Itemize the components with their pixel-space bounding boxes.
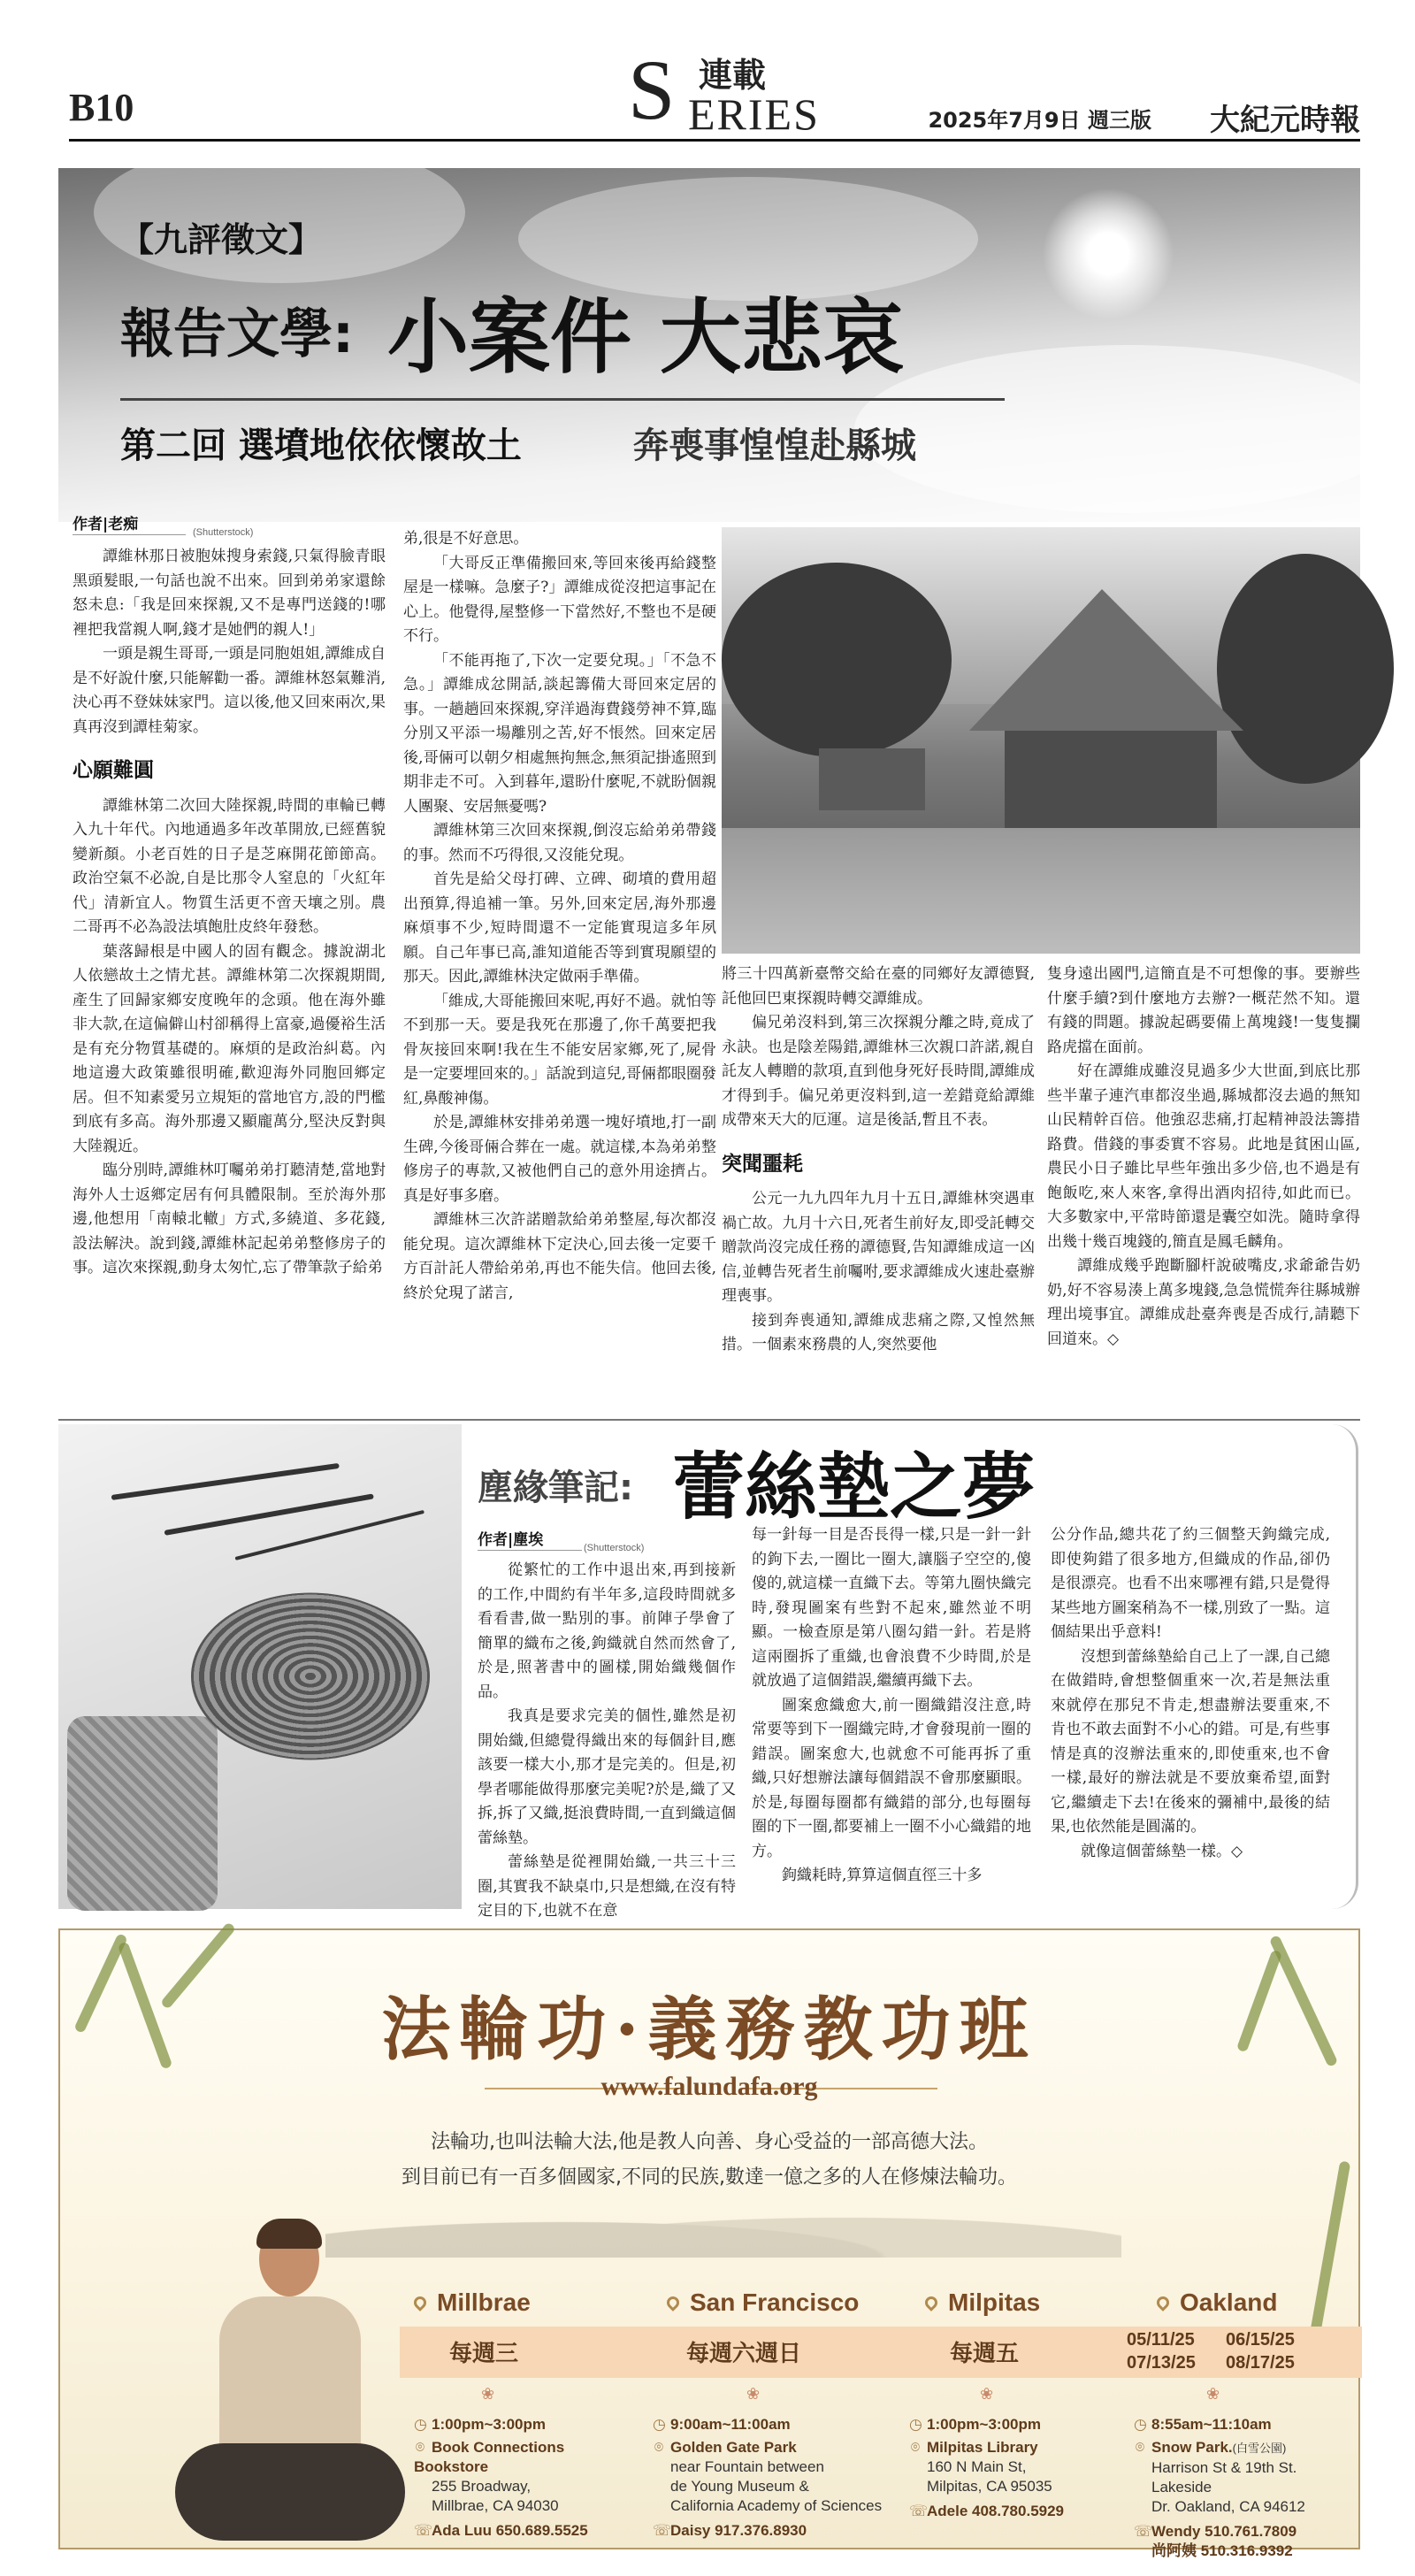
paragraph: 好在譚維成雖沒見過多少大世面,到底比那些半輩子連汽車都沒坐過,縣城都沒去過的無知山民精幹百倍。他強忍悲痛,打起精神設法籌措路費。借錢的事委實不容易。此地是貧困山區,農民小日子雖比早些年強出多少倍,也不過是有飽飯吃,來人來客,拿得出酒肉招待,如此而已。大多數家中,平常時節還是囊空如洗。隨時拿得出幾十幾百塊錢的,簡直是鳳毛麟角。 — [1047, 1062, 1360, 1251]
venue-text: Snow Park. — [1151, 2439, 1233, 2456]
article2-byline: 作者|塵埃 — [478, 1531, 544, 1549]
phone-icon: ☏ — [653, 2522, 672, 2540]
class-day: 每週六週日 — [686, 2341, 802, 2367]
venue-text: Book Connections Bookstore — [414, 2439, 565, 2475]
person-legs — [175, 2443, 405, 2541]
barn-photo — [722, 527, 1360, 954]
pin-icon: ⌾ — [654, 2439, 664, 2457]
section-heading: 突聞噩耗 — [722, 1152, 803, 1176]
section-heading: 心願難圓 — [73, 759, 154, 782]
article1-column-4 — [1047, 962, 1360, 1414]
time-text: 8:55am~11:10am — [1151, 2416, 1272, 2433]
location-millbrae — [414, 2288, 531, 2317]
time-text: 9:00am~11:00am — [670, 2416, 791, 2433]
location-pin-icon — [664, 2294, 682, 2312]
address-line: 255 Broadway, — [432, 2478, 532, 2495]
paragraph: 接到奔喪通知,譚維成悲痛之際,又惶然無措。一個素來務農的人,突然要他 — [722, 1311, 1035, 1353]
newspaper-logo: 大紀元時報 — [1210, 103, 1360, 138]
paragraph: 沒想到蕾絲墊給自己上了一課,自己總在做錯時,會想整個重來一次,若是無法重來就停在那兒不肯走,想盡辦法要重來,不肯也不敢去面對不小心的錯。可是,有些事情是真的沒辦法重來的,即使重來,也不會一樣,最好的辦法就是不要放棄希望,面對它,繼續走下去!在後來的彌補中,最後的結果,也依然能是圓滿的。 — [1051, 1647, 1330, 1836]
class-time — [653, 2415, 900, 2434]
contact-text: Wendy 510.761.7809 — [1151, 2523, 1297, 2540]
location-milpitas — [925, 2288, 1040, 2317]
address-line: Millbrae, CA 94030 — [432, 2497, 559, 2514]
paragraph: 首先是給父母打碑、立碑、砌墳的費用超出預算,得追補一筆。另外,回來定居,海外那邊麻煩事不少,短時間還不一定能實現這多年夙願。自己年事已高,誰知道能否等到實現願望的那天。因此,譚維林決定做兩手準備。 — [403, 870, 716, 985]
lace-photo-credit: (Shutterstock) — [584, 1543, 645, 1553]
contact — [909, 2502, 1113, 2521]
paragraph: 「大哥反正準備搬回來,等回來後再給錢整屋是一樣嘛。急麼子?」譚維成從沒把這事記在心上。他覺得,屋整修一下當然好,不整也不是硬不行。 — [403, 554, 716, 645]
class-date: 06/15/25 — [1226, 2330, 1295, 2350]
class-time — [414, 2415, 635, 2434]
paragraph: 「不能再拖了,下次一定要兌現。」「不急不急。」譚維成忿開話,談起籌備大哥回來定居的事。一趟趟回來探親,穿洋過海費錢勞神不算,臨分別又平添一場離別之苦,好不悵然。回來定居後,哥倆可以朝夕相處無拘無念,無須記掛遙照到期非走不可。入到暮年,還盼什麼呢,不就盼個親人團聚、安居無憂嗎? — [403, 651, 716, 816]
article1-byline: 作者|老痴 — [73, 516, 139, 533]
address-line: Dr. Oakland, CA 94612 — [1151, 2498, 1305, 2515]
section-name-en: ERIES — [688, 89, 820, 139]
article1-column-1 — [73, 545, 386, 1412]
page-header — [69, 32, 1360, 138]
paragraph: 弟,很是不好意思。 — [403, 530, 529, 548]
pin-icon: ⌾ — [415, 2439, 425, 2457]
venue-text: Golden Gate Park — [670, 2439, 797, 2456]
lotus-icon: ❀ — [746, 2385, 761, 2404]
article2-title: 蕾絲墊之夢 — [672, 1445, 1036, 1530]
section-initial: S — [628, 42, 676, 137]
article2-column-3 — [1051, 1523, 1330, 1913]
address-line: 160 N Main St, — [927, 2458, 1027, 2475]
paragraph: 圖案愈織愈大,前一圈織錯沒注意,時常要等到下一圈織完時,才會發現前一圈的錯誤。圖案愈大,也就愈不可能再拆了重織,只好想辦法讓每個錯誤不會那麼顯眼。於是,每圈每圈都有織錯的部分,也每圈每圈的下一圈,都要補上一圈不小心織錯的地方。 — [752, 1696, 1031, 1860]
paragraph: 將三十四萬新臺幣交給在臺的同鄉好友譚德賢,託他回巴東探親時轉交譚維成。 — [722, 965, 1035, 1008]
clock-icon: ◷ — [909, 2416, 922, 2434]
class-venue — [1134, 2438, 1355, 2458]
class-date: 08/17/25 — [1226, 2353, 1295, 2373]
location-pin-icon — [411, 2294, 429, 2312]
paragraph: 譚維林那日被胞妹搜身索錢,只氣得臉青眼黑頭髮眼,一句話也說不出來。回到弟弟家還餘怒未息:「我是回來探親,又不是專門送錢的!哪裡把我當親人啊,錢才是她們的親人!」 — [73, 548, 386, 639]
clock-icon: ◷ — [414, 2416, 427, 2434]
doily-shape — [191, 1593, 430, 1760]
article1-tag: 【九評徵文】 — [120, 220, 323, 259]
location-details — [414, 2415, 635, 2541]
location-details — [653, 2415, 900, 2541]
phone-icon: ☏ — [1134, 2523, 1153, 2541]
paragraph: 從繁忙的工作中退出來,再到接新的工作,中間約有半年多,這段時間就多看看書,做一點別的事。前陣子學會了簡單的織布之後,鉤織就自然而然會了,於是,照著書中的圖樣,開始織幾個作品。 — [478, 1561, 736, 1701]
class-time — [909, 2415, 1113, 2434]
article1-column-3 — [722, 962, 1035, 1414]
paragraph: 就像這個蕾絲墊一樣。◇ — [1081, 1842, 1243, 1860]
paragraph: 蕾絲墊是從裡開始織,一共三十三圈,其實我不缺桌巾,只是想織,在沒有特定目的下,也就不在意 — [478, 1853, 736, 1920]
article2-title-prefix: 塵緣筆記: — [478, 1468, 633, 1508]
paragraph: 公元一九九四年九月十五日,譚維林突遇車禍亡故。九月十六日,死者生前好友,即受託轉交贈款尚沒完成任務的譚德賢,告知譚維成這一凶信,並轉告死者生前囑咐,要求譚維成火速赴臺辦理喪事。 — [722, 1190, 1035, 1305]
paragraph: 譚維林第二次回大陸探親,時間的車輪已轉入九十年代。內地通過多年改革開放,已經舊貌變新顏。小老百姓的日子是芝麻開花節節高。政治空氣不必說,自是比那令人窒息的「火紅年代」清新宜人。物質生活更不啻天壤之別。農二哥再不必為設法填飽肚皮終年發愁。 — [73, 796, 386, 936]
lace-doily-photo — [58, 1424, 462, 1909]
tree-shape — [722, 563, 952, 757]
paragraph: 偏兄弟沒料到,第三次探親分離之時,竟成了永訣。也是陰差陽錯,譚維林三次親口許諾,親自託友人轉贈的款項,直到他身死好長時間,譚維成才得到手。偏兄弟更沒料到,這一差錯竟給譚維成帶來天大的厄運。這是後話,暫且不表。 — [722, 1014, 1035, 1129]
article1-title-prefix: 報告文學: — [120, 303, 354, 365]
class-date: 07/13/25 — [1127, 2353, 1196, 2373]
lotus-icon: ❀ — [980, 2385, 994, 2404]
paragraph: 譚維林第三次回來探親,倒沒忘給弟弟帶錢的事。然而不巧得很,又沒能兌現。 — [403, 822, 716, 864]
paragraph: 臨分別時,譚維林叮囑弟弟打聽清楚,當地對海外人士返鄉定居有何具體限制。至於海外那邊,他想用「南轅北轍」方式,多繞道、多花錢,設法解決。說到錢,譚維林記起弟弟整修房子的事。這次來探親,動身太匆忙,忘了帶筆款子給弟 — [73, 1162, 386, 1276]
person-torso — [219, 2296, 361, 2465]
pin-icon: ⌾ — [910, 2439, 921, 2457]
lotus-icon: ❀ — [1206, 2385, 1220, 2404]
page-number: B10 — [69, 86, 134, 129]
address-line: Harrison St & 19th St. Lakeside — [1151, 2459, 1297, 2496]
ad-description-1: 法輪功,也叫法輪大法,他是教人向善、身心受益的一部高德大法。 — [431, 2131, 988, 2153]
article1-banner — [58, 168, 1360, 522]
address-line: Milpitas, CA 95035 — [927, 2478, 1052, 2495]
article1-column-2 — [403, 527, 716, 1412]
article1-subtitle-b: 奔喪事惶惶赴縣城 — [633, 426, 916, 466]
meditating-person-illustration — [175, 2222, 405, 2549]
person-hair — [256, 2219, 322, 2249]
paragraph: 譚維成幾乎跑斷腳杆說破嘴皮,求爺爺告奶奶,好不容易湊上萬多塊錢,急急慌慌奔往縣城辦理出境事宜。譚維成赴臺奔喪是否成行,請聽下回道來。◇ — [1047, 1257, 1360, 1348]
contact-text: Ada Luu 650.689.5525 — [432, 2522, 588, 2539]
location-city: San Francisco — [690, 2288, 860, 2316]
sun-icon — [1042, 188, 1174, 320]
phone-icon: ☏ — [414, 2522, 433, 2540]
article1-title: 小案件 大悲哀 — [387, 290, 905, 385]
contact-text: 尚阿姨 510.316.9392 — [1151, 2542, 1293, 2559]
banner-credit: (Shutterstock) — [193, 527, 254, 538]
issue-date: 2025年7月9日 週三版 — [928, 108, 1151, 133]
paragraph: 每一針每一目是否長得一樣,只是一針一針的鉤下去,一圈比一圈大,讓腦子空空的,傻傻的,就這樣一直織下去。等第九圈快織完時,發現圖案有些對不起來,雖然並不明顯。一檢查原是第八圈勾錯一針。若是將這兩圈拆了重織,也會浪費不少時間,於是就放過了這個錯誤,繼續再織下去。 — [752, 1526, 1031, 1690]
article2-column-1 — [478, 1559, 736, 1920]
shed-wall — [819, 748, 925, 810]
class-venue — [653, 2438, 900, 2457]
location-details — [909, 2415, 1113, 2521]
paragraph: 譚維林三次許諾贈款給弟弟整屋,每次都沒能兌現。這次譚維林下定決心,回去後一定要千方百計託人帶給弟弟,再也不能失信。他回去後,終於兌現了諾言, — [403, 1211, 716, 1302]
article2-column-2 — [752, 1523, 1031, 1913]
ad-title: 法輪功·義務教功班 — [381, 1990, 1037, 2070]
byline-rule — [478, 1550, 582, 1551]
location-san-francisco — [667, 2288, 859, 2317]
contact-text: Adele 408.780.5929 — [927, 2503, 1065, 2519]
class-venue — [414, 2438, 635, 2477]
pin-icon: ⌾ — [1135, 2439, 1145, 2457]
class-day: 每週三 — [449, 2341, 519, 2367]
contact-secondary — [1134, 2542, 1355, 2561]
paragraph: 葉落歸根是中國人的固有觀念。據說湖北人依戀故土之情尤甚。譚維林第二次探親期間,產生了回歸家鄉安度晚年的念頭。他在海外雖非大款,在這偏僻山村卻稱得上富豪,過優裕生活是有充分物質基礎的。麻煩的是政治糾葛。內地這邊大政策雖很明確,歡迎海外同胞回鄉定居。但不知素愛另立規矩的當地官方,設的門檻到底有多高。海外那邊又顯龐萬分,堅決反對與大陸親近。 — [73, 942, 386, 1155]
mountain-scenery — [325, 2196, 1121, 2258]
barn-wall — [1005, 731, 1217, 828]
time-text: 1:00pm~3:00pm — [927, 2416, 1041, 2433]
lotus-icon: ❀ — [481, 2385, 495, 2404]
ad-description-2: 到目前已有一百多個國家,不同的民族,數達一億之多的人在修煉法輪功。 — [402, 2166, 1017, 2189]
class-date: 05/11/25 — [1127, 2330, 1195, 2350]
falun-gong-class-ad — [58, 1928, 1360, 2559]
address-line: de Young Museum & — [670, 2478, 809, 2495]
contact — [414, 2521, 635, 2541]
location-pin-icon — [1154, 2294, 1172, 2312]
crochet-hook-shape — [111, 1463, 340, 1500]
location-city: Milpitas — [948, 2288, 1041, 2316]
contact — [1134, 2522, 1355, 2542]
paragraph: 「維成,大哥能搬回來呢,再好不過。就怕等不到那一天。要是我死在那邊了,你千萬要把我骨灰接回來啊!我在生不能安居家鄉,死了,屍骨是一定要埋回來的。」話說到這兒,哥倆都眼圈發紅,鼻酸神傷。 — [403, 992, 716, 1108]
article1-subtitle-a: 第二回 選墳地依依懷故土 — [120, 426, 522, 466]
paragraph: 鉤織耗時,算算這個直徑三十多 — [782, 1867, 983, 1884]
paragraph: 公分作品,總共花了約三個整天鉤織完成,即使夠錯了很多地方,但織成的作品,卻仍是很漂亮。也看不出來哪裡有錯,只是覺得某些地方圖案稍為不一樣,別致了一點。這個結果出乎意料! — [1051, 1526, 1330, 1641]
schedule-bar — [400, 2327, 1362, 2378]
address-line: near Fountain between — [670, 2458, 824, 2475]
basket-shape — [67, 1716, 218, 1911]
location-pin-icon — [922, 2294, 940, 2312]
contact — [653, 2521, 900, 2541]
byline-rule — [73, 534, 186, 535]
class-venue — [909, 2438, 1113, 2457]
section-name-cn: 連載 — [699, 56, 767, 95]
subtitle-divider — [120, 398, 1005, 401]
location-details — [1134, 2415, 1355, 2561]
venue-cn-text: (白雪公園) — [1232, 2442, 1287, 2455]
decorative-border — [1332, 1424, 1358, 1909]
class-time — [1134, 2415, 1355, 2434]
location-oakland — [1157, 2288, 1277, 2317]
article2-divider — [58, 1419, 1360, 1421]
paragraph: 我真是要求完美的個性,雖然是初開始織,但總覺得織出來的每個針目,應該要一樣大小,那才是完美的。但是,初學者哪能做得那麼完美呢?於是,織了又拆,拆了又織,挺浪費時間,一直到織這個蕾絲墊。 — [478, 1707, 736, 1847]
paragraph: 於是,譚維林安排弟弟選一塊好墳地,打一副生碑,今後哥倆合葬在一處。就這樣,本為弟弟整修房子的專款,又被他們自己的意外用途擠占。真是好事多磨。 — [403, 1114, 716, 1205]
phone-icon: ☏ — [909, 2503, 929, 2520]
clock-icon: ◷ — [1134, 2416, 1147, 2434]
contact-text: Daisy 917.376.8930 — [670, 2522, 807, 2539]
time-text: 1:00pm~3:00pm — [432, 2416, 546, 2433]
cloud-shape — [854, 345, 1403, 513]
paragraph: 一頭是親生哥哥,一頭是同胞姐姐,譚維成自是不好說什麼,只能解勸一番。譚維林怒氣難消,決心再不登妹妹家門。這以後,他又回來兩次,果真再沒到譚桂菊家。 — [73, 645, 386, 736]
tree-shape — [1217, 554, 1394, 784]
class-day: 每週五 — [950, 2341, 1020, 2367]
ad-website: www.falundafa.org — [600, 2072, 818, 2101]
address-line: California Academy of Sciences — [670, 2497, 883, 2514]
clock-icon: ◷ — [653, 2416, 666, 2434]
photo-ground — [722, 828, 1360, 954]
barn-roof — [969, 589, 1243, 731]
paragraph: 隻身遠出國門,這簡直是不可想像的事。要辦些什麼手續?到什麼地方去辦?一概茫然不知。還有錢的問題。據說起碼要備上萬塊錢!一隻隻攔路虎擋在面前。 — [1047, 965, 1360, 1056]
location-city: Oakland — [1180, 2288, 1278, 2316]
venue-text: Milpitas Library — [927, 2439, 1038, 2456]
location-city: Millbrae — [437, 2288, 531, 2316]
